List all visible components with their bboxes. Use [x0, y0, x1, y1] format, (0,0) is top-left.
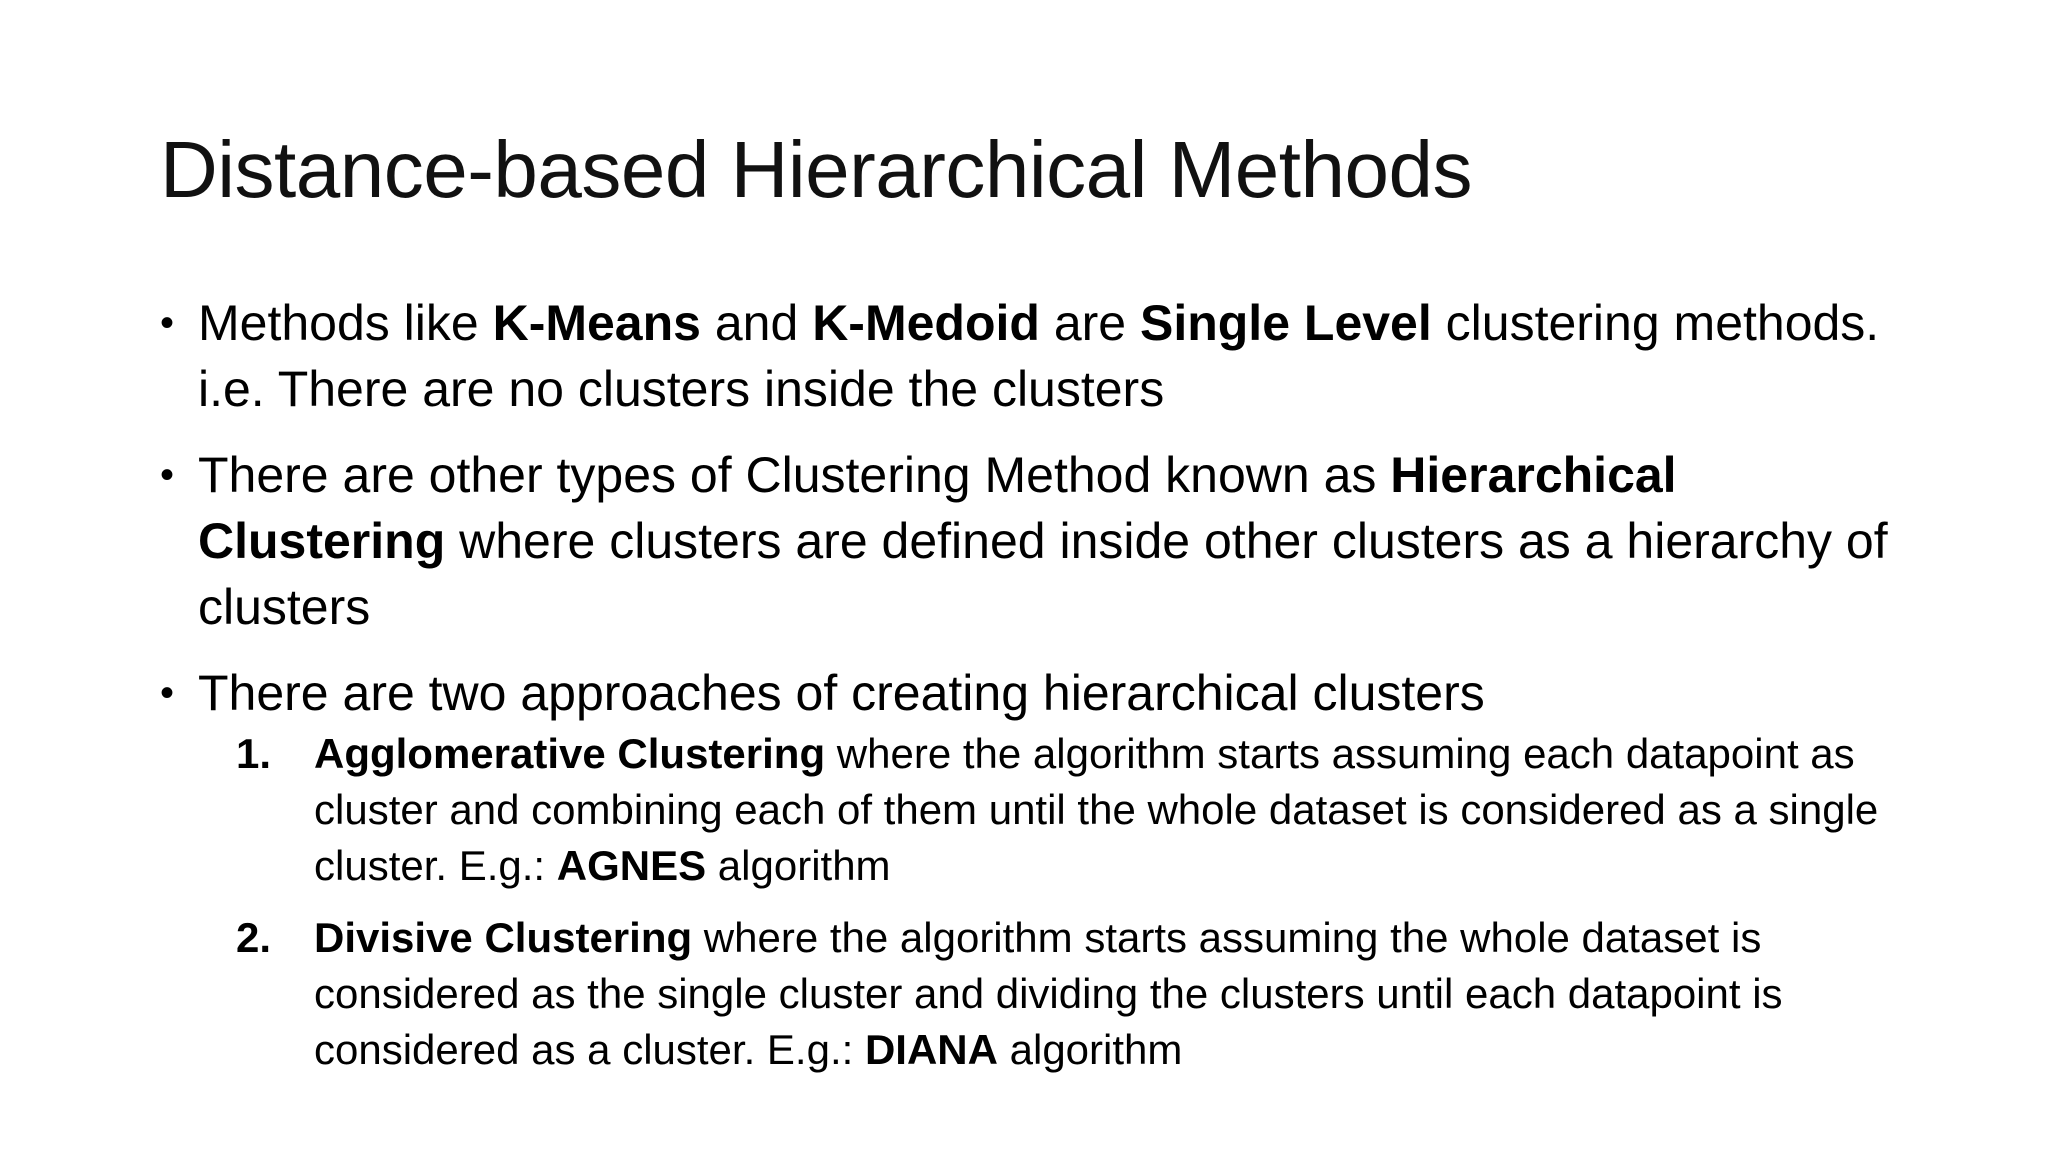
bullet-bold-term: K-Means [492, 295, 701, 351]
bullet-text: clustering methods. i.e. There are no clusters inside the clusters [198, 295, 1880, 417]
bullet-text: Methods like [198, 295, 493, 351]
bullet-text: There are two approaches of creating hierarchical clusters [198, 665, 1485, 721]
sub-item-text: where the algorithm starts assuming the whole dataset is considered as the single cluster and dividing the clusters until each datapoint is considered as a cluster. E.g.: [314, 914, 1783, 1073]
bullet-dot-icon: • [160, 301, 175, 345]
sub-item-bold-term: Agglomerative Clustering [314, 730, 826, 777]
bullet-dot-icon: • [160, 453, 175, 497]
bullet-list [160, 290, 1920, 1078]
bullet-dot-icon: • [160, 671, 175, 715]
bullet-text: where clusters are defined inside other clusters as a hierarchy of clusters [198, 513, 1888, 635]
sub-item-text: algorithm [706, 842, 891, 889]
sub-item-number: 1. [236, 730, 272, 777]
sub-item-text: algorithm [997, 1026, 1183, 1073]
bullet-text: are [1039, 295, 1140, 351]
numbered-sub-list [198, 726, 1920, 1078]
bullet-item-approaches [160, 660, 1920, 1078]
sub-item-divisive [236, 910, 1920, 1078]
sub-item-bold-term: AGNES [556, 842, 707, 889]
sub-item-text: where the algorithm starts assuming each datapoint as cluster and combining each of them until the whole dataset is considered as a single cluster. E.g.: [314, 730, 1879, 889]
bullet-bold-term: Hierarchical Clustering [198, 447, 1677, 569]
bullet-bold-term: Single Level [1139, 295, 1432, 351]
slide-content [160, 290, 1920, 1098]
sub-item-bold-term: DIANA [864, 1026, 998, 1073]
bullet-item-single-level [160, 290, 1920, 422]
bullet-text: There are other types of Clustering Method known as [198, 447, 1391, 503]
bullet-text: and [700, 295, 813, 351]
sub-item-agglomerative [236, 726, 1920, 894]
sub-item-bold-term: Divisive Clustering [314, 914, 693, 961]
bullet-bold-term: K-Medoid [812, 295, 1040, 351]
sub-item-number: 2. [236, 914, 272, 961]
slide-title: Distance-based Hierarchical Methods [160, 125, 1472, 214]
bullet-item-hierarchical [160, 442, 1920, 640]
